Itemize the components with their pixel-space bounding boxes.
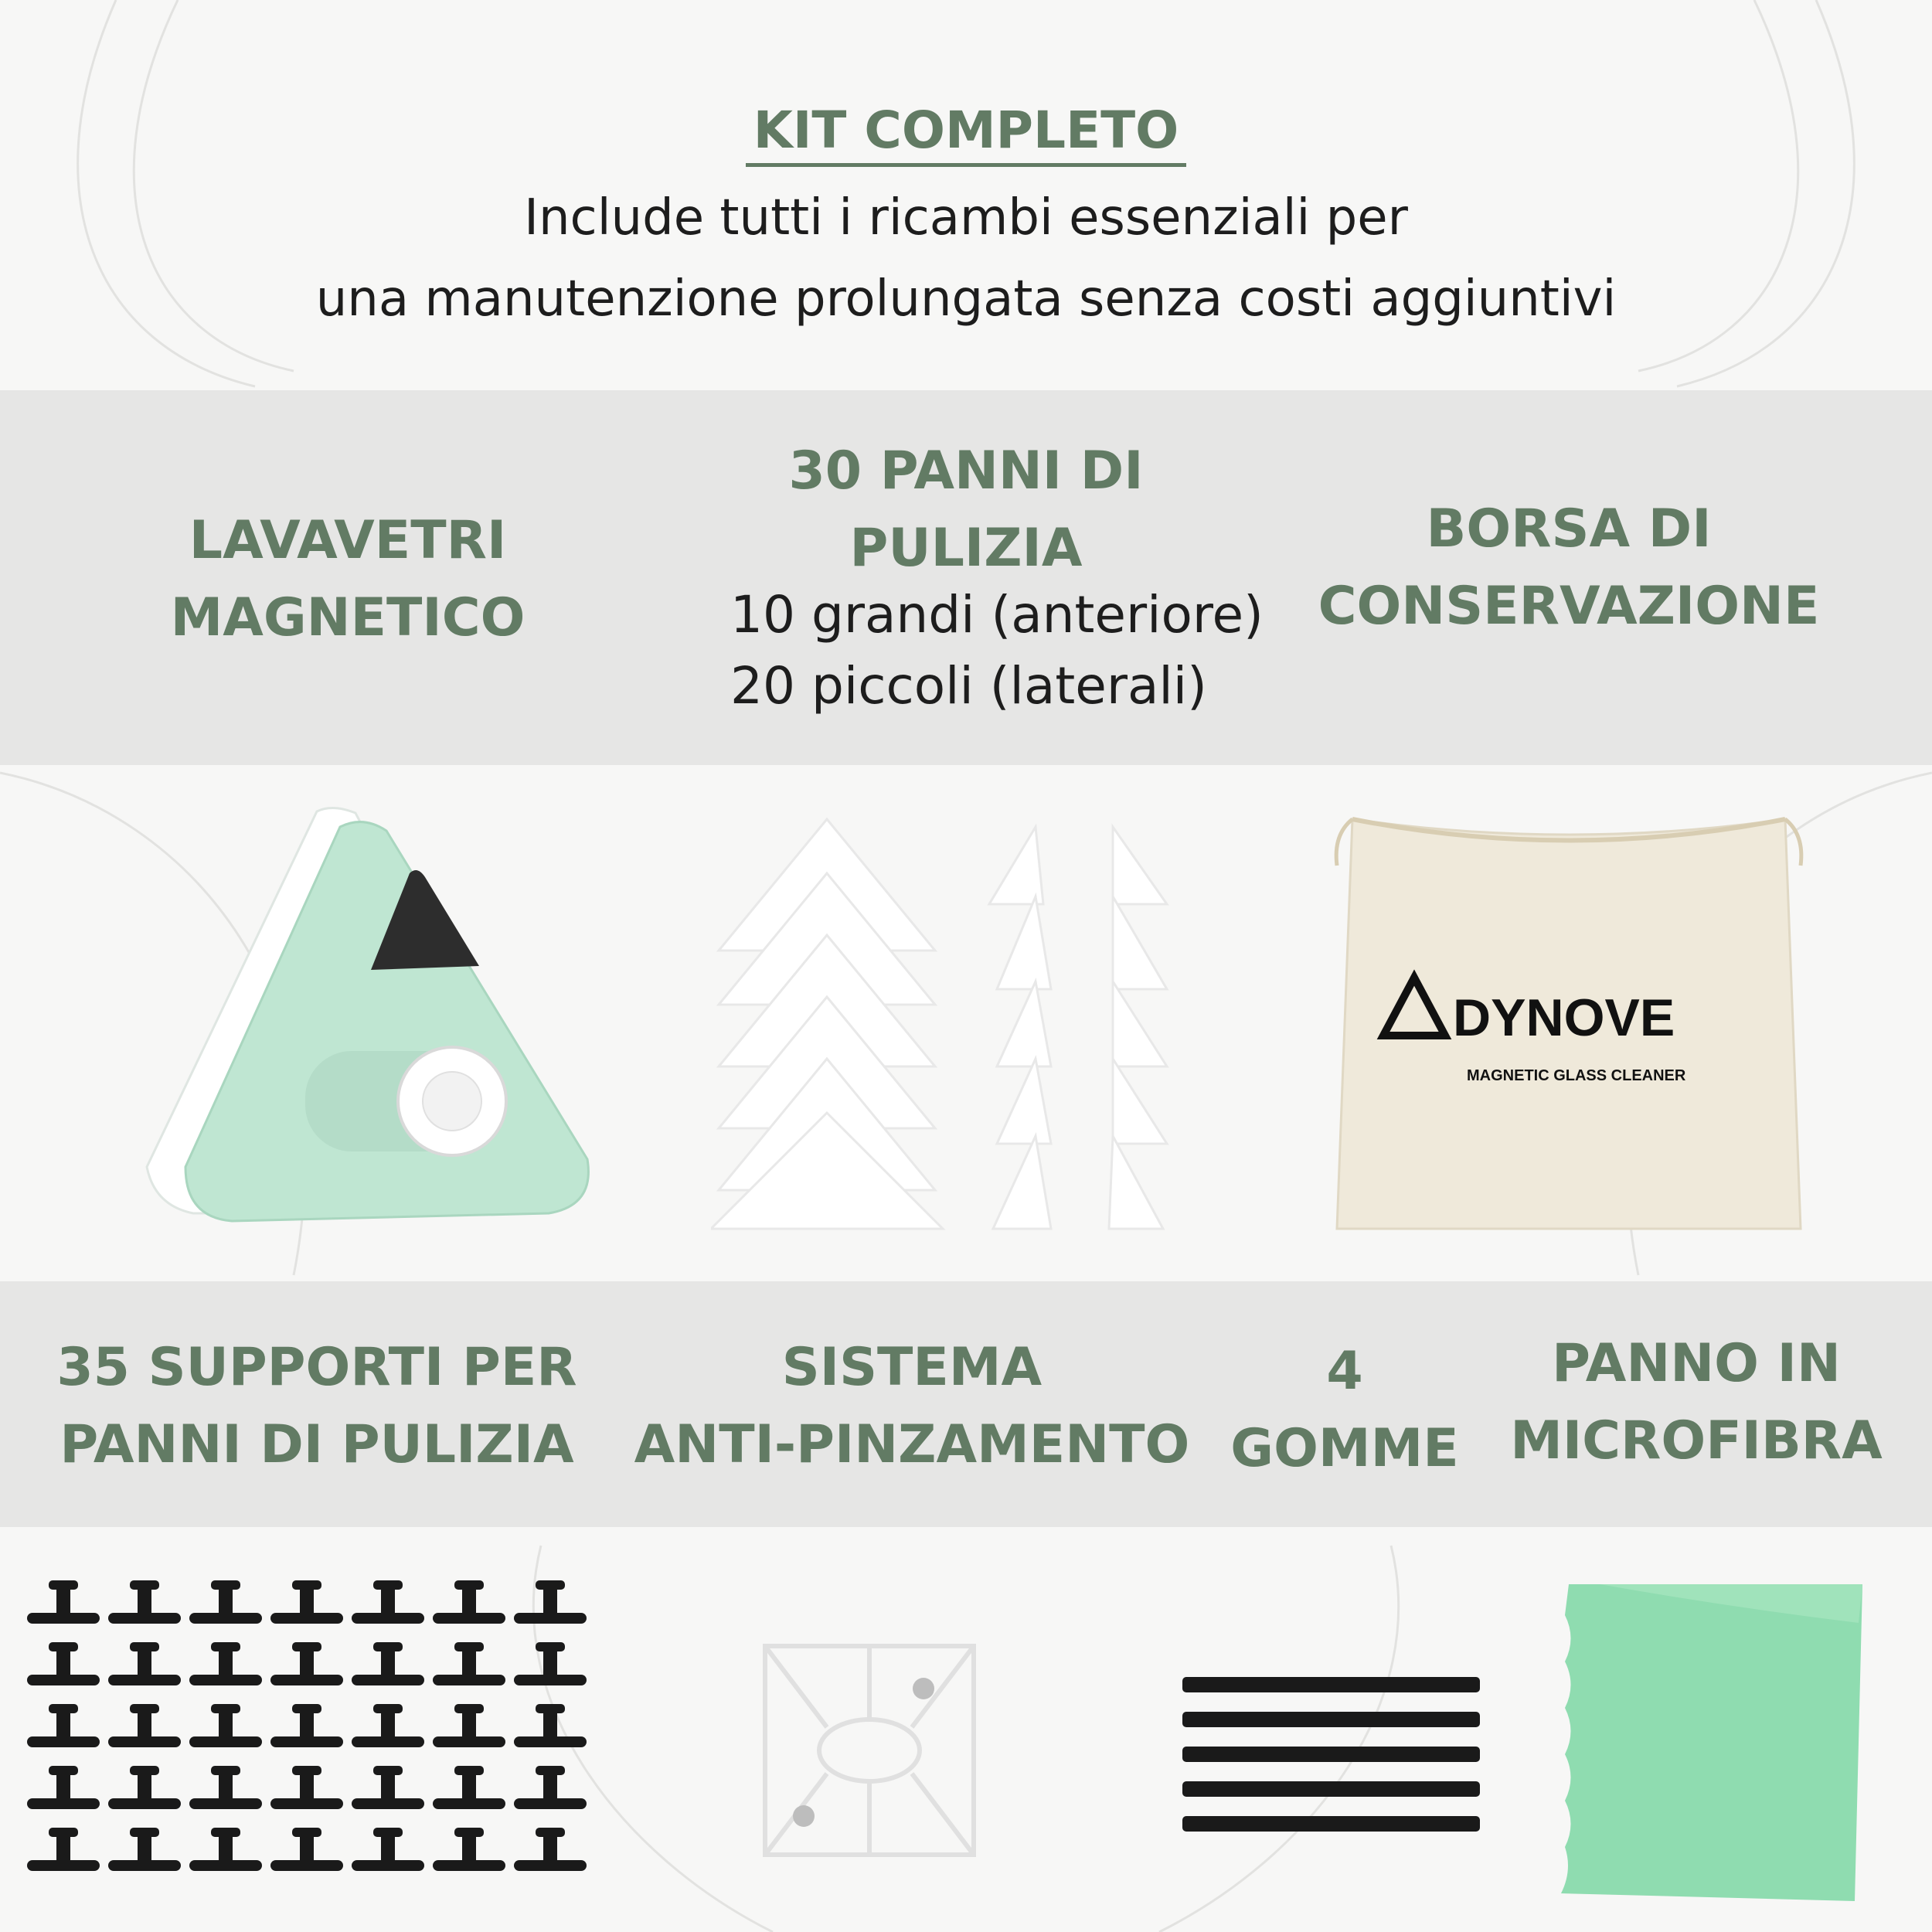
pad-holder bbox=[189, 1828, 262, 1871]
pad-holder bbox=[189, 1642, 262, 1685]
label-magnetic-cleaner: LAVAVETRI MAGNETICO bbox=[170, 510, 526, 648]
pad-holders-image bbox=[19, 1577, 591, 1886]
pad-holder bbox=[108, 1642, 181, 1685]
pad-holder bbox=[352, 1704, 424, 1747]
magnetic-cleaner-image bbox=[139, 804, 603, 1236]
bag-brand-text: DYNOVE bbox=[1453, 988, 1675, 1047]
label-rubber-strips: 4 GOMME bbox=[1230, 1341, 1459, 1479]
pad-holder bbox=[433, 1766, 505, 1809]
label-storage-bag: BORSA DI CONSERVAZIONE bbox=[1318, 498, 1820, 637]
pad-holder bbox=[27, 1828, 100, 1871]
pad-holder bbox=[270, 1704, 343, 1747]
pad-holder bbox=[352, 1580, 424, 1624]
pad-holder bbox=[108, 1828, 181, 1871]
pad-holder bbox=[433, 1828, 505, 1871]
subtitle-line-1: Include tutti i ricambi essenziali per bbox=[524, 189, 1408, 247]
pad-holder bbox=[108, 1580, 181, 1624]
pad-holder bbox=[514, 1704, 587, 1747]
page-title: KIT COMPLETO bbox=[0, 100, 1932, 160]
label-pad-holders: 35 SUPPORTI PER PANNI DI PULIZIA bbox=[56, 1337, 577, 1475]
pad-holder bbox=[189, 1704, 262, 1747]
pad-holder bbox=[514, 1766, 587, 1809]
pad-holder bbox=[27, 1766, 100, 1809]
pad-holder bbox=[189, 1580, 262, 1624]
bag-tagline-text: MAGNETIC GLASS CLEANER bbox=[1467, 1067, 1686, 1084]
pad-holder bbox=[270, 1828, 343, 1871]
pad-holder bbox=[27, 1704, 100, 1747]
microfiber-cloth-image bbox=[1553, 1577, 1878, 1909]
anti-pinch-frame-image bbox=[757, 1638, 981, 1862]
pad-holder bbox=[108, 1766, 181, 1809]
subtitle-line-2: una manutenzione prolungata senza costi aggiuntivi bbox=[315, 270, 1617, 328]
pad-holder bbox=[433, 1704, 505, 1747]
pad-holder bbox=[270, 1642, 343, 1685]
pad-holder bbox=[433, 1580, 505, 1624]
storage-bag-image bbox=[1329, 804, 1808, 1236]
pad-holder bbox=[270, 1580, 343, 1624]
pads-detail-small: 20 piccoli (laterali) bbox=[730, 656, 1207, 716]
pad-holder bbox=[352, 1828, 424, 1871]
pad-holder bbox=[514, 1580, 587, 1624]
cleaning-pads-image bbox=[711, 811, 1175, 1244]
pad-holder bbox=[189, 1766, 262, 1809]
pad-holder bbox=[108, 1704, 181, 1747]
pad-holder bbox=[514, 1828, 587, 1871]
pad-holder bbox=[27, 1642, 100, 1685]
pad-holder bbox=[352, 1642, 424, 1685]
pad-holder bbox=[270, 1766, 343, 1809]
pads-detail-large: 10 grandi (anteriore) bbox=[730, 585, 1264, 645]
pad-holder bbox=[27, 1580, 100, 1624]
label-microfiber-cloth: PANNO IN MICROFIBRA bbox=[1510, 1333, 1883, 1471]
pad-holder bbox=[514, 1642, 587, 1685]
rubber-strips-image bbox=[1179, 1669, 1488, 1847]
pad-holder bbox=[433, 1642, 505, 1685]
pad-holder bbox=[352, 1766, 424, 1809]
label-anti-pinch: SISTEMA ANTI-PINZAMENTO bbox=[634, 1337, 1190, 1475]
label-cleaning-pads: 30 PANNI DI PULIZIA bbox=[788, 440, 1144, 579]
